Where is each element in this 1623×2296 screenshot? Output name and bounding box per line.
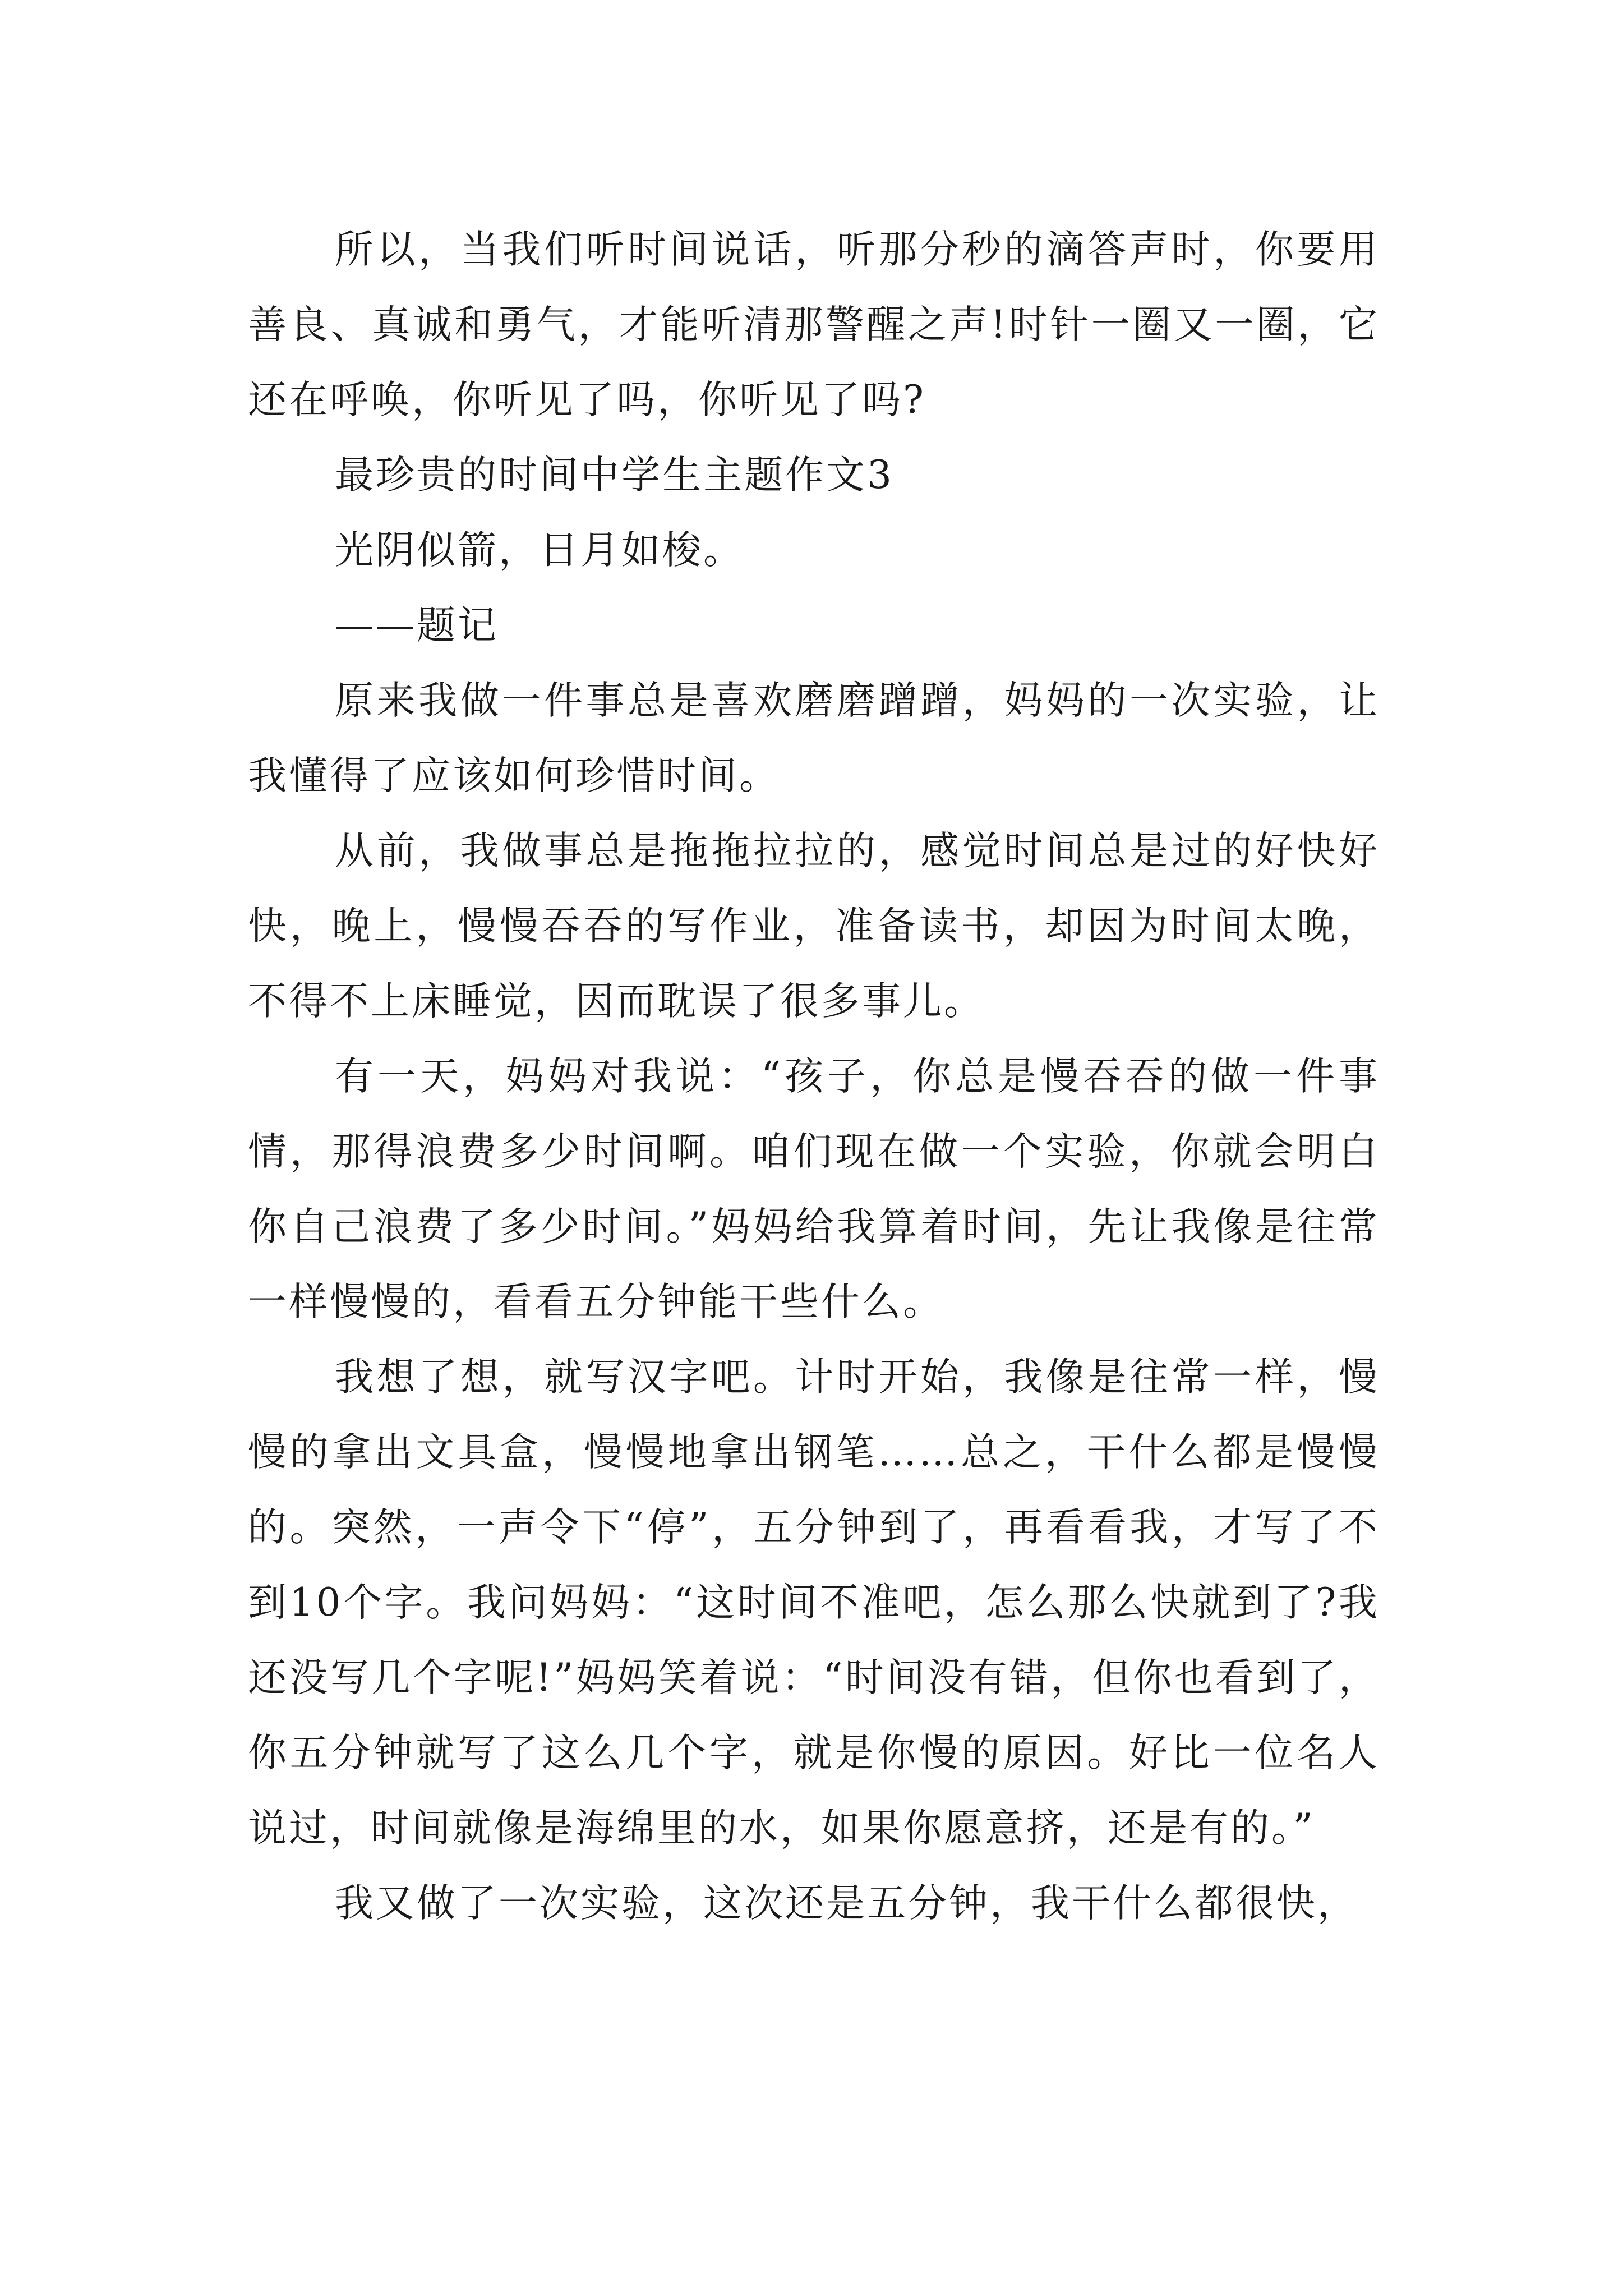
- paragraph-intro: 原来我做一件事总是喜欢磨磨蹭蹭，妈妈的一次实验，让我懂得了应该如何珍惜时间。: [248, 678, 1380, 798]
- epigraph: 光阴似箭，日月如梭。: [335, 528, 744, 573]
- epigraph-attribution: ——题记: [335, 603, 499, 648]
- paragraph-second-experiment: 我又做了一次实验，这次还是五分钟，我干什么都很快，: [335, 1881, 1358, 1926]
- paragraph-experiment: 我想了想，就写汉字吧。计时开始，我像是往常一样，慢慢的拿出文具盒，慢慢地拿出钢笔……总之，干什么都是慢慢的。突然，一声令下“停”，五分钟到了，再看看我，才写了不到10个字。我问妈妈：“这时间不准吧，怎么那么快就到了?我还没写几个字呢!”妈妈笑着说：“时间没有错，但你也看到了，你五分钟就写了这么几个字，就是你慢的原因。好比一位名人说过，时间就像是海绵里的水，如果你愿意挤，还是有的。”: [248, 1355, 1380, 1851]
- paragraph-conclusion: 所以，当我们听时间说话，听那分秒的滴答声时，你要用善良、真诚和勇气，才能听清那警醒之声!时针一圈又一圈，它还在呼唤，你听见了吗，你听见了吗?: [248, 227, 1380, 422]
- essay-title: 最珍贵的时间中学生主题作文3: [335, 453, 894, 498]
- paragraph-mother-speaks: 有一天，妈妈对我说：“孩子，你总是慢吞吞的做一件事情，那得浪费多少时间啊。咱们现在做一个实验，你就会明白你自己浪费了多少时间。”妈妈给我算着时间，先让我像是往常一样慢慢的，看看五分钟能干些什么。: [248, 1054, 1380, 1324]
- essay-body: [248, 212, 1380, 1941]
- paragraph-before: 从前，我做事总是拖拖拉拉的，感觉时间总是过的好快好快，晚上，慢慢吞吞的写作业，准备读书，却因为时间太晚，不得不上床睡觉，因而耽误了很多事儿。: [248, 829, 1380, 1024]
